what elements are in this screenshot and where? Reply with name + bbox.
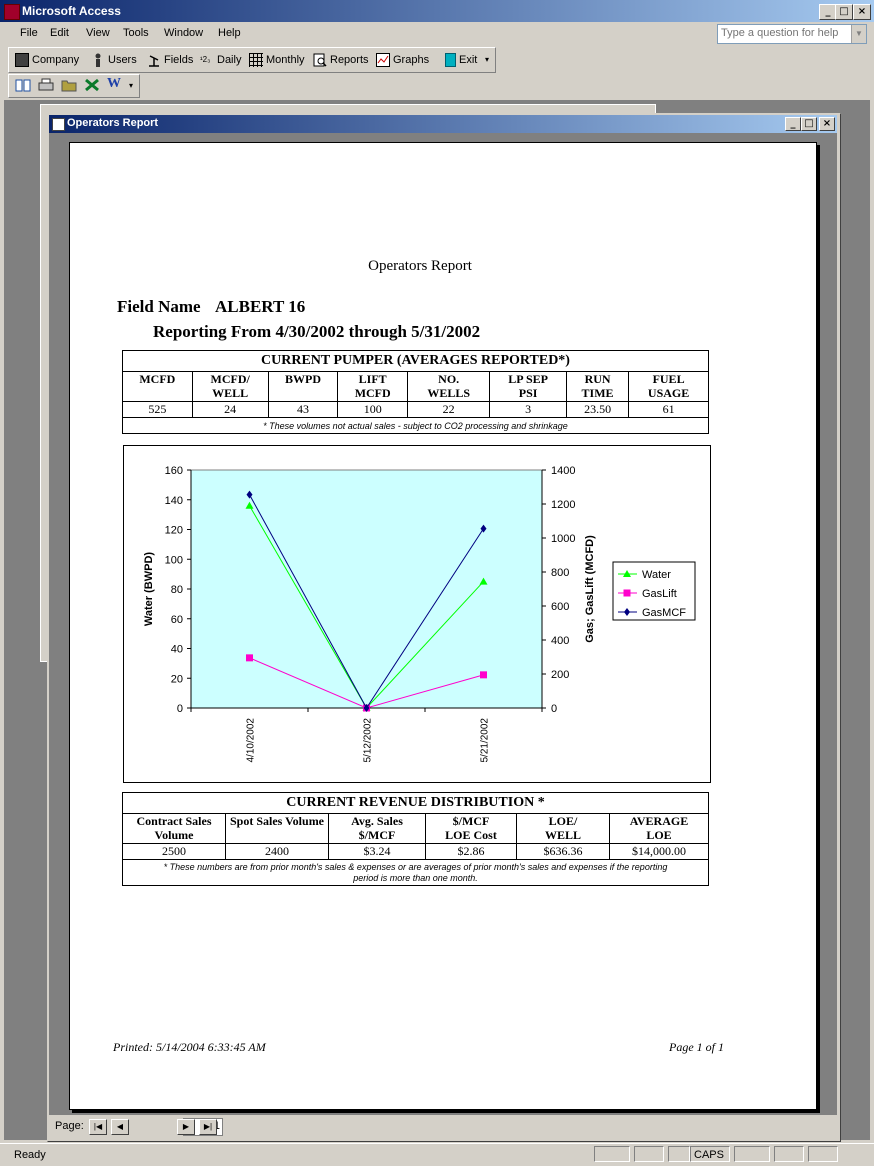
numbers-icon: ¹2₃ <box>200 55 211 64</box>
column-header-line: $/MCF <box>358 828 396 842</box>
column-header <box>123 814 226 844</box>
building-icon <box>15 53 29 67</box>
y-tick-label: 140 <box>164 494 183 507</box>
column-header-line: AVERAGE <box>629 814 689 828</box>
pumper-note: * These volumes not actual sales - subject to CO2 processing and shrinkage <box>123 418 709 434</box>
users-button[interactable] <box>91 53 137 67</box>
field-name-label: Field Name <box>117 297 201 316</box>
status-bar <box>0 1143 874 1166</box>
y-tick-label: 120 <box>164 524 183 537</box>
column-header-line: MCFD <box>139 372 176 386</box>
column-header <box>426 814 517 844</box>
y2-tick-label: 1200 <box>551 499 576 511</box>
column-header-line: MCFD <box>354 386 391 400</box>
revenue-table <box>122 792 709 886</box>
first-page-button[interactable]: |◀ <box>89 1119 107 1135</box>
column-header <box>329 814 426 844</box>
x-tick-label: 5/12/2002 <box>362 718 374 763</box>
y-axis-title: Water (BWPD) <box>143 551 155 627</box>
menu-help[interactable]: Help <box>218 27 241 39</box>
status-cell-1 <box>594 1146 630 1162</box>
user-icon <box>91 53 105 67</box>
report-window-title-bar <box>49 115 837 133</box>
page-number: Page 1 of 1 <box>669 1040 724 1054</box>
status-cell-7 <box>808 1146 838 1162</box>
fields-label: Fields <box>164 54 194 66</box>
book-icon[interactable] <box>15 78 31 95</box>
help-question-box[interactable] <box>717 24 867 44</box>
menu-file[interactable]: File <box>20 27 38 39</box>
company-label: Company <box>32 54 80 66</box>
y-tick-label: 0 <box>176 703 183 715</box>
users-label: Users <box>108 54 137 66</box>
help-search-input[interactable] <box>718 25 849 41</box>
print-icon[interactable] <box>38 78 54 95</box>
grid-icon <box>249 53 263 67</box>
table-cell: $3.24 <box>329 844 426 860</box>
close-button[interactable]: × <box>853 4 871 20</box>
column-header <box>566 372 628 402</box>
table-cell: 2400 <box>226 844 329 860</box>
column-header-line: LOE <box>646 828 672 842</box>
column-header <box>408 372 490 402</box>
table-cell: 23.50 <box>566 402 628 418</box>
x-tick-label: 5/21/2002 <box>479 718 491 763</box>
production-chart <box>123 445 711 783</box>
y-tick-label: 80 <box>170 584 183 596</box>
toolbar2-options-icon[interactable]: ▾ <box>129 81 134 90</box>
column-header-line: LOE/ <box>548 814 578 828</box>
folder-icon[interactable] <box>61 78 77 95</box>
x-tick-label: 4/10/2002 <box>245 718 257 763</box>
column-header-line: PSI <box>518 386 538 400</box>
daily-label: Daily <box>217 54 242 66</box>
report-close-button[interactable]: × <box>819 117 835 131</box>
status-cell-6 <box>774 1146 804 1162</box>
report-minimize-button[interactable]: _ <box>785 117 801 131</box>
graphs-label: Graphs <box>393 54 430 66</box>
reporting-period: Reporting From 4/30/2002 through 5/31/2002 <box>153 322 481 341</box>
table-cell: 100 <box>338 402 408 418</box>
column-header-line: $/MCF <box>452 814 490 828</box>
last-page-button[interactable]: ▶| <box>199 1119 217 1135</box>
column-header-line: Avg. Sales <box>351 814 403 828</box>
column-header <box>123 372 193 402</box>
status-text: Ready <box>14 1149 46 1161</box>
chevron-down-icon[interactable]: ▼ <box>851 25 866 43</box>
previous-page-button[interactable]: ◀ <box>111 1119 129 1135</box>
y2-tick-label: 400 <box>551 635 570 647</box>
reports-button[interactable] <box>313 53 369 67</box>
toolbar-options-icon[interactable]: ▾ <box>485 55 490 64</box>
table-cell: 525 <box>123 402 193 418</box>
app-title-bar <box>0 0 874 22</box>
y-tick-label: 60 <box>170 613 183 626</box>
menu-tools[interactable]: Tools <box>123 27 149 39</box>
legend-entry-gaslift: GasLift <box>642 588 677 600</box>
next-page-button[interactable]: ▶ <box>177 1119 195 1135</box>
fields-button[interactable] <box>147 53 193 67</box>
maximize-button[interactable]: □ <box>835 4 853 20</box>
revenue-note-line-2: period is more than one month. <box>353 872 478 883</box>
column-header-line: Volume <box>154 828 194 842</box>
table-cell: 43 <box>268 402 338 418</box>
table-cell: 61 <box>629 402 709 418</box>
column-header-line: LP SEP <box>508 372 548 386</box>
legend-entry-gasmcf: GasMCF <box>642 607 686 619</box>
y2-tick-label: 1400 <box>551 465 576 477</box>
column-header-line: BWPD <box>285 372 321 386</box>
y2-tick-label: 600 <box>551 601 570 613</box>
graphs-button[interactable] <box>376 53 429 67</box>
magnifier-icon <box>313 53 327 67</box>
table-cell: $2.86 <box>426 844 517 860</box>
reports-label: Reports <box>330 54 369 66</box>
column-header <box>610 814 709 844</box>
exit-label: Exit <box>459 54 478 66</box>
y2-axis-title: Gas; GasLift (MCFD) <box>584 535 596 643</box>
caps-indicator: CAPS <box>690 1146 730 1162</box>
status-cell-3 <box>668 1146 690 1162</box>
field-name-value: ALBERT 16 <box>215 297 306 316</box>
y2-tick-label: 800 <box>551 567 570 579</box>
table-cell: $636.36 <box>517 844 610 860</box>
menu-view[interactable]: View <box>86 27 110 39</box>
report-title: Operators Report <box>368 258 472 274</box>
daily-button[interactable] <box>200 53 241 67</box>
app-title: Microsoft Access <box>22 4 121 18</box>
column-header-line: LIFT <box>358 372 387 386</box>
secondary-toolbar <box>8 74 140 98</box>
column-header <box>629 372 709 402</box>
column-header-line: LOE Cost <box>445 828 497 842</box>
plot-area <box>191 470 542 708</box>
menu-edit[interactable]: Edit <box>50 27 69 39</box>
column-header-line: WELL <box>544 828 581 842</box>
column-header <box>192 372 268 402</box>
column-header <box>338 372 408 402</box>
pump-icon <box>147 53 161 67</box>
column-header <box>490 372 567 402</box>
column-header-line: Spot Sales Volume <box>229 814 325 828</box>
main-toolbar <box>8 47 496 73</box>
table-cell: $14,000.00 <box>610 844 709 860</box>
column-header-line: WELLS <box>427 386 471 400</box>
column-header-line: USAGE <box>647 386 690 400</box>
revenue-note <box>123 860 709 886</box>
column-header <box>226 814 329 844</box>
minimize-button[interactable]: _ <box>819 4 837 20</box>
exit-button[interactable] <box>445 53 477 67</box>
column-header-line: NO. <box>438 372 460 386</box>
legend-marker <box>624 590 631 597</box>
word-icon[interactable]: W <box>107 76 121 91</box>
data-point-gaslift <box>246 654 253 661</box>
legend-entry-water: Water <box>642 569 671 581</box>
status-cell-2 <box>634 1146 664 1162</box>
status-cell-5 <box>734 1146 770 1162</box>
revenue-table-title: CURRENT REVENUE DISTRIBUTION * <box>123 793 709 814</box>
table-cell: 2500 <box>123 844 226 860</box>
y2-tick-label: 200 <box>551 669 570 681</box>
table-cell: 22 <box>408 402 490 418</box>
y-tick-label: 160 <box>164 465 183 477</box>
monthly-label: Monthly <box>266 54 305 66</box>
column-header <box>268 372 338 402</box>
column-header-line: RUN <box>584 372 611 386</box>
y2-tick-label: 1000 <box>551 533 576 545</box>
y-tick-label: 20 <box>170 673 183 686</box>
access-app-icon[interactable] <box>4 4 20 20</box>
column-header-line: FUEL <box>652 372 685 386</box>
report-icon[interactable] <box>52 118 65 131</box>
table-cell: 3 <box>490 402 567 418</box>
revenue-note-line-1: * These numbers are from prior month's sales & expenses or are averages of prior month's sales and expenses if the reporting <box>163 861 668 872</box>
report-window-title: Operators Report <box>67 117 159 129</box>
y2-tick-label: 0 <box>551 703 558 715</box>
column-header <box>517 814 610 844</box>
excel-icon[interactable] <box>84 78 100 95</box>
printed-timestamp: Printed: 5/14/2004 6:33:45 AM <box>113 1040 266 1054</box>
company-button[interactable] <box>15 53 79 67</box>
door-icon <box>445 53 456 67</box>
column-header-line: WELL <box>212 386 249 400</box>
menu-window[interactable]: Window <box>164 27 204 39</box>
report-restore-button[interactable]: □ <box>801 117 817 131</box>
column-header-line: TIME <box>581 386 614 400</box>
y-tick-label: 100 <box>164 554 183 567</box>
page-label: Page: <box>55 1120 84 1132</box>
page-navigation-bar <box>49 1116 837 1138</box>
chart-svg <box>124 446 710 782</box>
monthly-button[interactable] <box>249 53 305 67</box>
line-chart-icon <box>376 53 390 67</box>
column-header-line: Contract Sales <box>136 814 212 828</box>
column-header-line: MCFD/ <box>210 372 250 386</box>
table-cell: 24 <box>192 402 268 418</box>
pumper-table-title: CURRENT PUMPER (AVERAGES REPORTED*) <box>123 351 709 372</box>
y-tick-label: 40 <box>170 643 183 656</box>
data-point-gaslift <box>480 671 487 678</box>
pumper-table <box>122 350 709 434</box>
